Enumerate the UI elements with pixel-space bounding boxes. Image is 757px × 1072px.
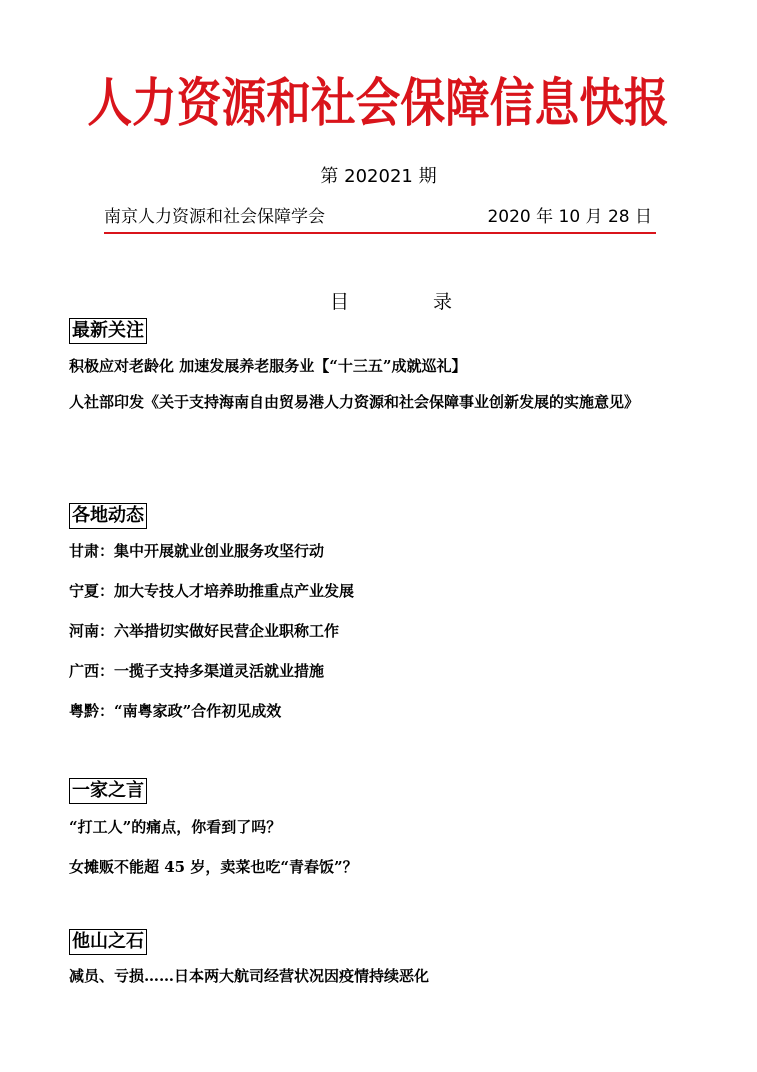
toc-item[interactable]: 减员、亏损……日本两大航司经营状况因疫情持续恶化	[69, 967, 430, 985]
section-heading: 一家之言	[69, 778, 147, 804]
toc-item[interactable]: “打工人”的痛点，你看到了吗？	[69, 818, 282, 836]
toc-item[interactable]: 河南：六举措切实做好民营企业职称工作	[69, 622, 340, 640]
section-latest-focus	[69, 318, 719, 419]
section-opinion	[69, 778, 719, 877]
toc-item[interactable]: 女摊贩不能超 45 岁，卖菜也吃“青春饭”？	[69, 858, 358, 876]
toc-item[interactable]: 广西：一揽子支持多渠道灵活就业措施	[69, 662, 325, 680]
toc-item[interactable]: 粤黔：“南粤家政”合作初见成效	[69, 702, 282, 720]
toc-item[interactable]: 宁夏：加大专技人才培养助推重点产业发展	[69, 582, 355, 600]
section-heading: 最新关注	[69, 318, 147, 344]
issue-number: 第 202021 期	[320, 166, 437, 187]
issue-date: 2020 年 10 月 28 日	[487, 207, 652, 227]
toc-item[interactable]: 积极应对老龄化 加速发展养老服务业【“十三五”成就巡礼】	[69, 357, 467, 375]
toc-item[interactable]: 人社部印发《关于支持海南自由贸易港人力资源和社会保障事业创新发展的实施意见》	[69, 393, 640, 411]
header-divider	[104, 232, 656, 234]
section-local-news	[69, 503, 719, 721]
org-line	[104, 202, 656, 230]
toc-item[interactable]: 甘肃：集中开展就业创业服务攻坚行动	[69, 542, 325, 560]
section-abroad	[69, 929, 719, 986]
toc-title: 目 录	[330, 291, 453, 313]
section-heading: 各地动态	[69, 503, 147, 529]
masthead-title: 人力资源和社会保障信息快报	[87, 74, 670, 134]
org-name: 南京人力资源和社会保障学会	[104, 207, 325, 227]
section-heading: 他山之石	[69, 929, 147, 955]
masthead	[0, 72, 757, 136]
